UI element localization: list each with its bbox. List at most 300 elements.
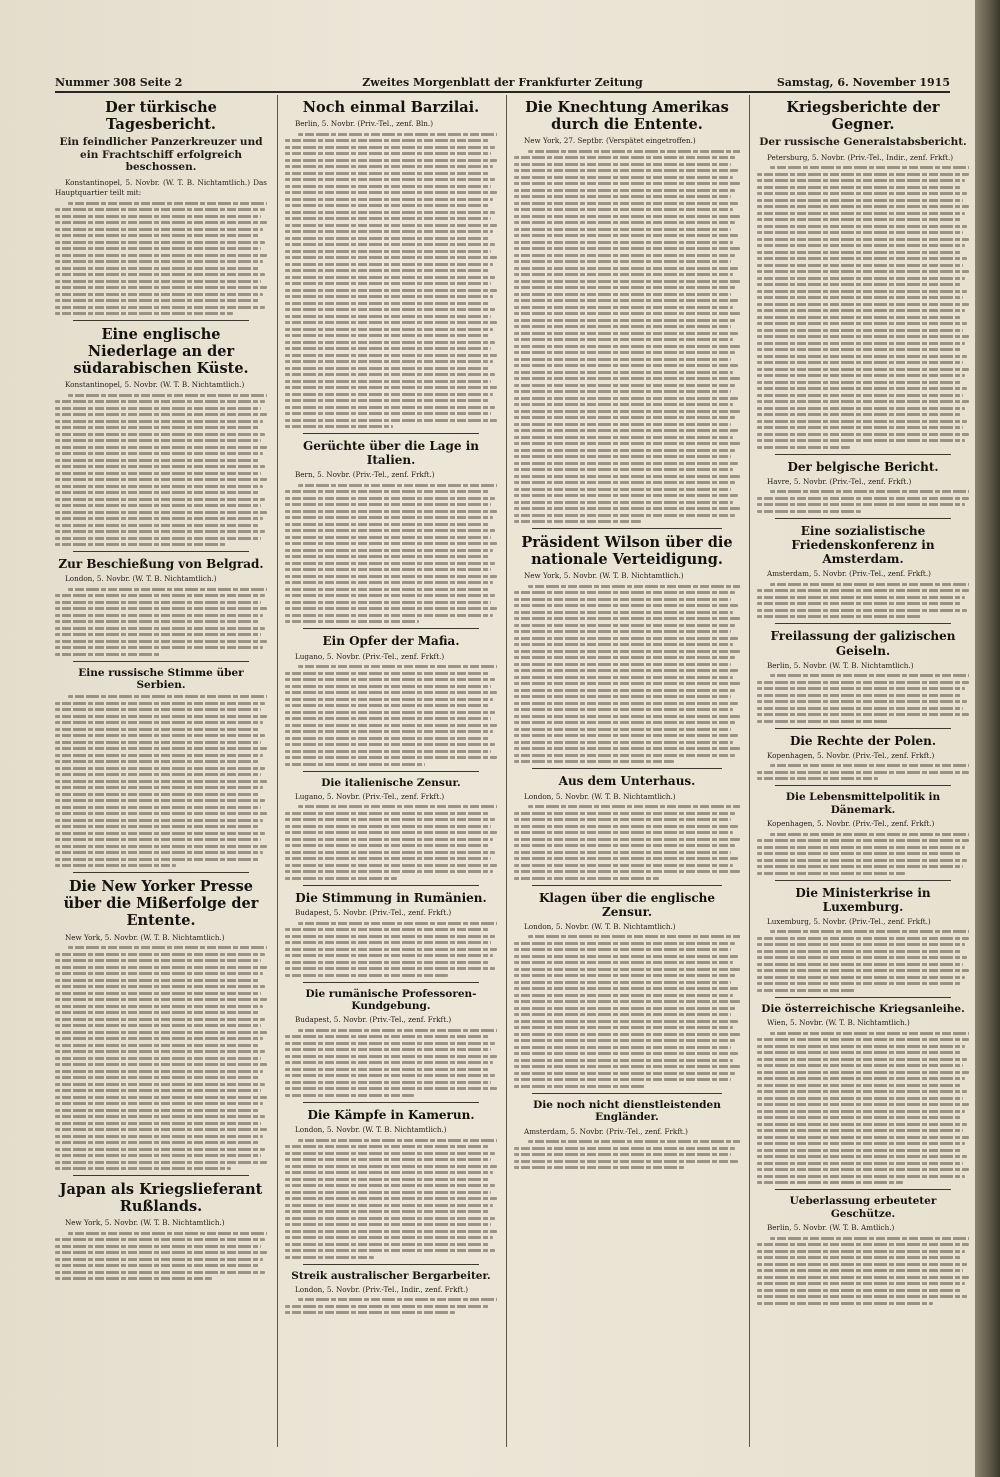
column-divider bbox=[749, 95, 750, 1447]
text-line bbox=[285, 1094, 414, 1097]
text-line bbox=[285, 172, 489, 175]
text-line bbox=[514, 1072, 735, 1075]
text-line bbox=[285, 678, 495, 681]
text-line bbox=[285, 529, 495, 532]
text-line bbox=[757, 596, 965, 599]
text-line bbox=[285, 419, 497, 422]
masthead-rule bbox=[55, 91, 950, 93]
text-line bbox=[757, 407, 965, 410]
text-line bbox=[285, 1042, 495, 1045]
text-line bbox=[285, 1210, 489, 1213]
article-separator bbox=[775, 518, 951, 519]
text-line bbox=[757, 192, 967, 195]
text-line bbox=[55, 215, 261, 218]
text-line bbox=[285, 941, 491, 944]
text-line bbox=[55, 1154, 261, 1157]
text-line bbox=[514, 176, 733, 179]
text-line bbox=[757, 173, 969, 176]
text-line bbox=[285, 282, 491, 285]
text-line bbox=[55, 1258, 263, 1261]
text-line bbox=[55, 1005, 263, 1008]
text-line bbox=[514, 857, 738, 860]
text-line bbox=[757, 329, 963, 332]
text-line bbox=[514, 689, 735, 692]
text-line bbox=[55, 640, 267, 643]
text-line bbox=[298, 133, 497, 136]
text-line bbox=[757, 1149, 961, 1152]
text-line bbox=[55, 465, 265, 468]
text-line bbox=[285, 243, 495, 246]
text-line bbox=[514, 1147, 735, 1150]
text-line bbox=[757, 956, 967, 959]
article-dateline: London, 5. Novbr. (W. T. B. Nichtamtlich.) bbox=[295, 1125, 447, 1135]
article-body-text bbox=[757, 930, 969, 992]
text-line bbox=[55, 267, 259, 270]
text-line bbox=[770, 1237, 969, 1240]
text-line bbox=[285, 263, 493, 266]
text-line bbox=[514, 273, 733, 276]
text-line bbox=[514, 260, 731, 263]
article-dateline: London, 5. Novbr. (W. T. B. Nichtamtlich.) bbox=[65, 574, 217, 584]
text-line bbox=[55, 413, 267, 416]
article-body-text bbox=[757, 764, 969, 780]
text-line bbox=[285, 308, 495, 311]
text-line bbox=[285, 763, 425, 766]
text-line bbox=[285, 812, 489, 815]
article-dateline: Berlin, 5. Novbr. (W. T. B. Nichtamtlich.) bbox=[767, 660, 914, 670]
text-line bbox=[514, 189, 735, 192]
article-body-text bbox=[55, 202, 267, 316]
text-line bbox=[285, 256, 497, 259]
text-line bbox=[285, 575, 497, 578]
text-line bbox=[757, 713, 969, 716]
article-dateline: Wien, 5. Novbr. (W. T. B. Nichtamtlich.) bbox=[767, 1018, 910, 1028]
article-separator bbox=[775, 880, 951, 881]
text-line bbox=[757, 238, 969, 241]
text-line bbox=[757, 510, 861, 513]
text-line bbox=[285, 607, 497, 610]
text-line bbox=[514, 851, 731, 854]
article-body-text bbox=[757, 1032, 969, 1185]
text-line bbox=[285, 321, 497, 324]
text-line bbox=[285, 1191, 491, 1194]
text-line bbox=[55, 793, 259, 796]
text-line bbox=[55, 260, 263, 263]
text-line bbox=[285, 870, 493, 873]
text-line bbox=[514, 994, 733, 997]
text-line bbox=[757, 777, 878, 780]
text-line bbox=[285, 1068, 489, 1071]
article-headline: Die italienische Zensur. bbox=[321, 776, 461, 789]
text-line bbox=[285, 1055, 497, 1058]
text-line bbox=[285, 691, 497, 694]
text-line bbox=[514, 481, 735, 484]
text-line bbox=[55, 754, 263, 757]
text-line bbox=[757, 989, 855, 992]
text-line bbox=[514, 1085, 645, 1088]
text-line bbox=[757, 1263, 967, 1266]
text-line bbox=[285, 276, 495, 279]
text-line bbox=[514, 630, 731, 633]
text-line bbox=[285, 497, 495, 500]
text-line bbox=[285, 1243, 489, 1246]
text-line bbox=[757, 1077, 965, 1080]
article-body-text bbox=[757, 166, 969, 449]
text-line bbox=[757, 1110, 965, 1113]
text-line bbox=[757, 1295, 967, 1298]
text-line bbox=[514, 702, 738, 705]
text-line bbox=[285, 237, 489, 240]
text-line bbox=[770, 674, 969, 677]
article-separator bbox=[532, 1093, 722, 1094]
article-dateline: Kopenhagen, 5. Novbr. (Priv.-Tel., zenf. Frkft.) bbox=[767, 819, 935, 829]
text-line bbox=[757, 244, 965, 247]
text-line bbox=[285, 1074, 495, 1077]
text-line bbox=[514, 1046, 731, 1049]
text-line bbox=[757, 1097, 963, 1100]
text-line bbox=[285, 269, 489, 272]
article-separator bbox=[303, 433, 479, 434]
text-line bbox=[298, 1139, 497, 1142]
text-line bbox=[285, 1256, 374, 1259]
article-dateline: Bern, 5. Novbr. (Priv.-Tel., zenf. Frkft.) bbox=[295, 470, 435, 480]
text-line bbox=[514, 449, 735, 452]
text-line bbox=[285, 295, 493, 298]
text-line bbox=[285, 961, 489, 964]
binding-shadow bbox=[975, 0, 1000, 1477]
text-line bbox=[514, 870, 740, 873]
text-line bbox=[757, 1181, 903, 1184]
article-separator bbox=[303, 771, 479, 772]
text-line bbox=[757, 446, 850, 449]
article-dateline: London, 5. Novbr. (W. T. B. Nichtamtlich.) bbox=[524, 921, 676, 931]
article-body-text bbox=[514, 805, 740, 880]
text-line bbox=[757, 1084, 961, 1087]
text-line bbox=[514, 228, 731, 231]
text-line bbox=[285, 354, 497, 357]
text-line bbox=[285, 711, 495, 714]
text-line bbox=[757, 771, 969, 774]
text-line bbox=[514, 429, 738, 432]
text-line bbox=[514, 351, 735, 354]
column-3 bbox=[514, 95, 740, 1453]
text-line bbox=[285, 1311, 455, 1314]
text-line bbox=[55, 1024, 261, 1027]
text-line bbox=[757, 1090, 967, 1093]
text-line bbox=[55, 1076, 259, 1079]
text-line bbox=[55, 452, 263, 455]
text-line bbox=[55, 721, 263, 724]
text-line bbox=[757, 609, 967, 612]
text-line bbox=[285, 555, 489, 558]
text-line bbox=[514, 812, 735, 815]
text-line bbox=[55, 953, 265, 956]
text-line bbox=[757, 1243, 969, 1246]
text-line bbox=[514, 202, 738, 205]
text-line bbox=[757, 976, 965, 979]
text-line bbox=[514, 208, 733, 211]
text-line bbox=[770, 583, 969, 586]
text-line bbox=[757, 1051, 961, 1054]
text-line bbox=[285, 230, 493, 233]
text-line bbox=[757, 950, 961, 953]
text-line bbox=[285, 1165, 497, 1168]
text-line bbox=[285, 393, 493, 396]
text-line bbox=[514, 390, 731, 393]
text-line bbox=[55, 832, 265, 835]
article-headline: Kriegsberichte der Gegner. bbox=[786, 99, 940, 134]
article-separator bbox=[303, 885, 479, 886]
article-headline: Eine sozialistische Friedenskonferenz in Amsterdam. bbox=[791, 523, 935, 567]
text-line bbox=[514, 247, 740, 250]
text-line bbox=[514, 1078, 731, 1081]
article-subheadline: Der russische Generalstabsbericht. bbox=[759, 136, 967, 149]
text-line bbox=[514, 410, 740, 413]
text-line bbox=[757, 1038, 969, 1041]
article-headline: Eine englische Niederlage an der südarabischen Küste. bbox=[73, 326, 249, 378]
article-subheadline: Ein feindlicher Panzerkreuzer und ein Frachtschiff erfolgreich beschossen. bbox=[59, 136, 263, 174]
text-line bbox=[55, 620, 259, 623]
article-separator bbox=[532, 768, 722, 769]
text-line bbox=[55, 286, 267, 289]
article-headline: Ueberlassung erbeuteter Geschütze. bbox=[789, 1195, 937, 1220]
text-line bbox=[285, 510, 497, 513]
article-headline: Klagen über die englische Zensur. bbox=[539, 890, 715, 919]
article-body-text bbox=[285, 484, 497, 624]
text-line bbox=[55, 1141, 259, 1144]
column-4 bbox=[757, 95, 969, 1453]
text-line bbox=[55, 1264, 259, 1267]
article-headline: Die Ministerkrise in Luxemburg. bbox=[795, 885, 931, 914]
text-line bbox=[285, 1145, 489, 1148]
text-line bbox=[55, 306, 265, 309]
text-line bbox=[285, 490, 489, 493]
text-line bbox=[285, 568, 491, 571]
text-line bbox=[514, 611, 733, 614]
issue-date: Samstag, 6. November 1915 bbox=[776, 76, 950, 89]
text-line bbox=[514, 708, 733, 711]
text-line bbox=[285, 928, 489, 931]
article-separator bbox=[775, 997, 951, 998]
text-line bbox=[55, 851, 263, 854]
text-line bbox=[285, 360, 493, 363]
article-dateline: Amsterdam, 5. Novbr. (Priv.-Tel., zenf. Frkft.) bbox=[524, 1126, 688, 1136]
article-headline: Die noch nicht dienstleistenden Engländer. bbox=[533, 1098, 721, 1124]
text-line bbox=[55, 858, 259, 861]
article-separator bbox=[775, 1189, 951, 1190]
article-body-text bbox=[514, 150, 740, 524]
article-dateline: Amsterdam, 5. Novbr. (Priv.-Tel., zenf. Frkft.) bbox=[767, 569, 931, 579]
article-dateline: Budapest, 5. Novbr. (Priv.-Tel., zenf. Frkft.) bbox=[295, 1015, 452, 1025]
text-line bbox=[285, 250, 491, 253]
text-line bbox=[55, 1128, 267, 1131]
text-line bbox=[757, 218, 961, 221]
text-line bbox=[514, 682, 740, 685]
text-line bbox=[514, 345, 740, 348]
text-line bbox=[514, 734, 738, 737]
text-line bbox=[285, 328, 493, 331]
article-separator bbox=[532, 885, 722, 886]
text-line bbox=[55, 992, 261, 995]
text-line bbox=[757, 205, 969, 208]
text-line bbox=[68, 394, 267, 397]
text-line bbox=[55, 221, 267, 224]
text-line bbox=[757, 342, 965, 345]
text-line bbox=[55, 537, 261, 540]
text-line bbox=[514, 1065, 740, 1068]
text-line bbox=[757, 426, 963, 429]
text-line bbox=[514, 312, 740, 315]
article-headline: Der belgische Bericht. bbox=[787, 459, 939, 474]
text-line bbox=[55, 504, 261, 507]
text-line bbox=[285, 857, 491, 860]
article-body-text bbox=[285, 133, 497, 429]
text-line bbox=[514, 961, 733, 964]
text-line bbox=[757, 982, 961, 985]
article-dateline: New York, 5. Novbr. (W. T. B. Nichtamtlich.) bbox=[65, 932, 225, 942]
text-line bbox=[514, 215, 740, 218]
text-line bbox=[757, 296, 963, 299]
text-line bbox=[55, 845, 267, 848]
text-line bbox=[757, 257, 967, 260]
text-line bbox=[757, 937, 969, 940]
article-headline: Die Kämpfe in Kamerun. bbox=[307, 1107, 475, 1122]
article-separator bbox=[775, 454, 951, 455]
article-headline: Die Lebensmittelpolitik in Dänemark. bbox=[785, 791, 941, 816]
article-separator bbox=[303, 628, 479, 629]
text-line bbox=[298, 484, 497, 487]
text-line bbox=[285, 588, 489, 591]
text-line bbox=[285, 614, 493, 617]
text-line bbox=[55, 1102, 263, 1105]
text-line bbox=[514, 254, 735, 257]
text-line bbox=[757, 1064, 963, 1067]
text-line bbox=[757, 1162, 963, 1165]
text-line bbox=[285, 724, 497, 727]
text-line bbox=[285, 948, 497, 951]
text-line bbox=[55, 1031, 267, 1034]
text-line bbox=[514, 319, 735, 322]
text-line bbox=[55, 734, 265, 737]
text-line bbox=[285, 165, 493, 168]
article-separator bbox=[303, 1264, 479, 1265]
article-separator bbox=[73, 872, 249, 873]
article-headline: Die Stimmung in Rumänien. bbox=[295, 890, 487, 905]
text-line bbox=[285, 1305, 489, 1308]
text-line bbox=[285, 562, 495, 565]
text-line bbox=[298, 805, 497, 808]
article-headline: Streik australischer Bergarbeiter. bbox=[291, 1269, 491, 1282]
article-dateline: Berlin, 5. Novbr. (Priv.-Tel., zenf. Bln.) bbox=[295, 119, 434, 129]
text-line bbox=[514, 818, 731, 821]
text-line bbox=[55, 708, 261, 711]
text-line bbox=[757, 707, 963, 710]
text-line bbox=[55, 247, 261, 250]
text-line bbox=[55, 741, 261, 744]
article-body-text bbox=[757, 583, 969, 619]
text-line bbox=[285, 198, 493, 201]
text-line bbox=[514, 520, 641, 523]
text-line bbox=[757, 720, 888, 723]
text-line bbox=[285, 289, 497, 292]
text-line bbox=[285, 730, 493, 733]
text-line bbox=[514, 974, 735, 977]
text-line bbox=[285, 139, 489, 142]
text-line bbox=[514, 1166, 684, 1169]
article-separator bbox=[775, 623, 951, 624]
text-line bbox=[285, 1178, 489, 1181]
text-line bbox=[285, 737, 489, 740]
text-line bbox=[514, 656, 735, 659]
text-line bbox=[514, 462, 738, 465]
text-line bbox=[55, 400, 265, 403]
text-line bbox=[514, 669, 738, 672]
article-body-text bbox=[285, 922, 497, 977]
article-dateline: Budapest, 5. Novbr. (Priv.-Tel., zenf. Frkft.) bbox=[295, 908, 452, 918]
text-line bbox=[757, 231, 963, 234]
text-line bbox=[514, 637, 738, 640]
article-headline: Freilassung der galizischen Geiseln. bbox=[770, 629, 956, 658]
text-line bbox=[514, 241, 733, 244]
text-line bbox=[514, 728, 731, 731]
text-line bbox=[514, 423, 731, 426]
text-line bbox=[514, 1007, 735, 1010]
text-line bbox=[514, 507, 740, 510]
article-body-text bbox=[757, 674, 969, 723]
text-line bbox=[514, 948, 731, 951]
text-line bbox=[514, 981, 731, 984]
text-line bbox=[514, 663, 731, 666]
text-line bbox=[757, 309, 965, 312]
article-body-text bbox=[757, 1237, 969, 1305]
article-dateline: Kopenhagen, 5. Novbr. (Priv.-Tel., zenf. Frkft.) bbox=[767, 750, 935, 760]
article-body-text bbox=[55, 394, 267, 547]
text-line bbox=[514, 163, 731, 166]
article-body-text bbox=[285, 805, 497, 880]
article-headline: Aus dem Unterhaus. bbox=[558, 774, 696, 789]
article-separator bbox=[303, 1102, 479, 1103]
text-line bbox=[55, 998, 267, 1001]
text-line bbox=[514, 831, 733, 834]
text-line bbox=[514, 221, 735, 224]
text-line bbox=[757, 1142, 965, 1145]
text-line bbox=[285, 217, 491, 220]
text-line bbox=[285, 1249, 495, 1252]
text-line bbox=[514, 494, 738, 497]
text-line bbox=[55, 299, 259, 302]
newspaper-title: Zweites Morgenblatt der Frankfurter Zeitung bbox=[362, 76, 643, 89]
text-line bbox=[55, 498, 265, 501]
text-line bbox=[514, 838, 740, 841]
text-line bbox=[514, 267, 738, 270]
text-line bbox=[285, 341, 495, 344]
text-line bbox=[55, 1037, 263, 1040]
text-line bbox=[757, 497, 969, 500]
text-line bbox=[757, 839, 969, 842]
text-line bbox=[55, 627, 265, 630]
text-line bbox=[55, 517, 263, 520]
text-line bbox=[285, 191, 497, 194]
text-line bbox=[528, 585, 740, 588]
text-line bbox=[757, 1071, 969, 1074]
text-line bbox=[770, 764, 969, 767]
text-line bbox=[285, 302, 489, 305]
text-line bbox=[514, 760, 674, 763]
text-line bbox=[757, 1269, 963, 1272]
text-line bbox=[514, 650, 740, 653]
text-line bbox=[55, 1251, 267, 1254]
text-line bbox=[285, 620, 419, 623]
